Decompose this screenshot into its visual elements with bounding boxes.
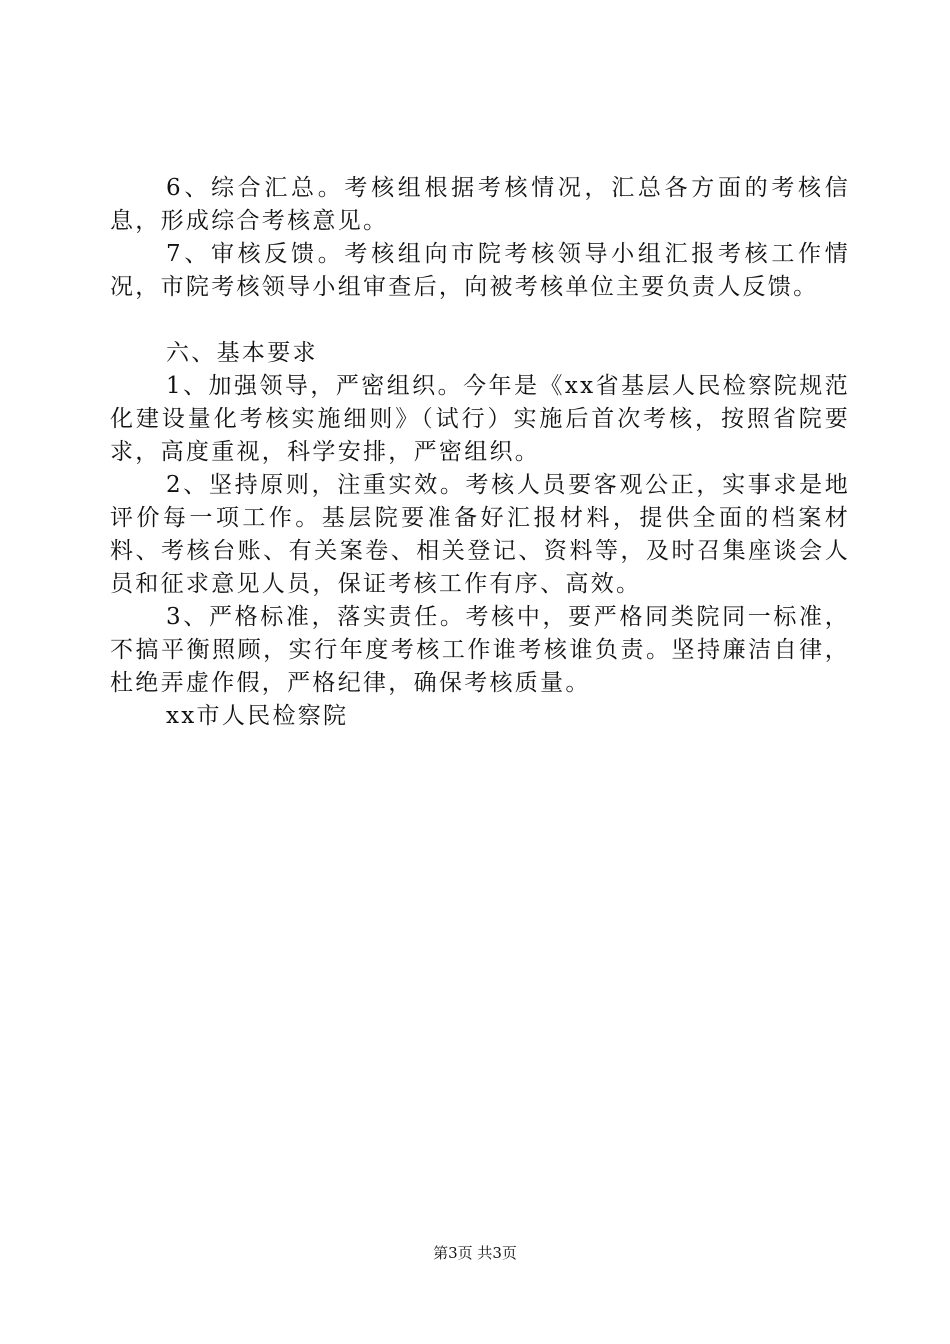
page-footer: 第3页 共3页 xyxy=(433,1244,517,1262)
paragraph-adhere-principles: 2、坚持原则，注重实效。考核人员要客观公正，实事求是地评价每一项工作。基层院要准备好汇报材料，提供全面的档案材料、考核台账、有关案卷、相关登记、资料等，及时召集座谈会人员和征求意见人员，保证考核工作有序、高效。 xyxy=(110,472,850,597)
document-body xyxy=(110,172,850,733)
signature-organization: xx市人民检察院 xyxy=(166,703,349,729)
paragraph-strengthen-leadership: 1、加强领导，严密组织。今年是《xx省基层人民检察院规范化建设量化考核实施细则》（试行）实施后首次考核，按照省院要求，高度重视，科学安排，严密组织。 xyxy=(110,373,850,465)
paragraph-strict-standards: 3、严格标准，落实责任。考核中，要严格同类院同一标准，不搞平衡照顾，实行年度考核工作谁考核谁负责。坚持廉洁自律，杜绝弄虚作假，严格纪律，确保考核质量。 xyxy=(110,604,850,696)
paragraph-comprehensive-summary: 6、综合汇总。考核组根据考核情况，汇总各方面的考核信息，形成综合考核意见。 xyxy=(110,175,850,234)
section-heading-basic-requirements: 六、基本要求 xyxy=(166,340,318,366)
paragraph-review-feedback: 7、审核反馈。考核组向市院考核领导小组汇报考核工作情况，市院考核领导小组审查后，向被考核单位主要负责人反馈。 xyxy=(110,241,850,300)
